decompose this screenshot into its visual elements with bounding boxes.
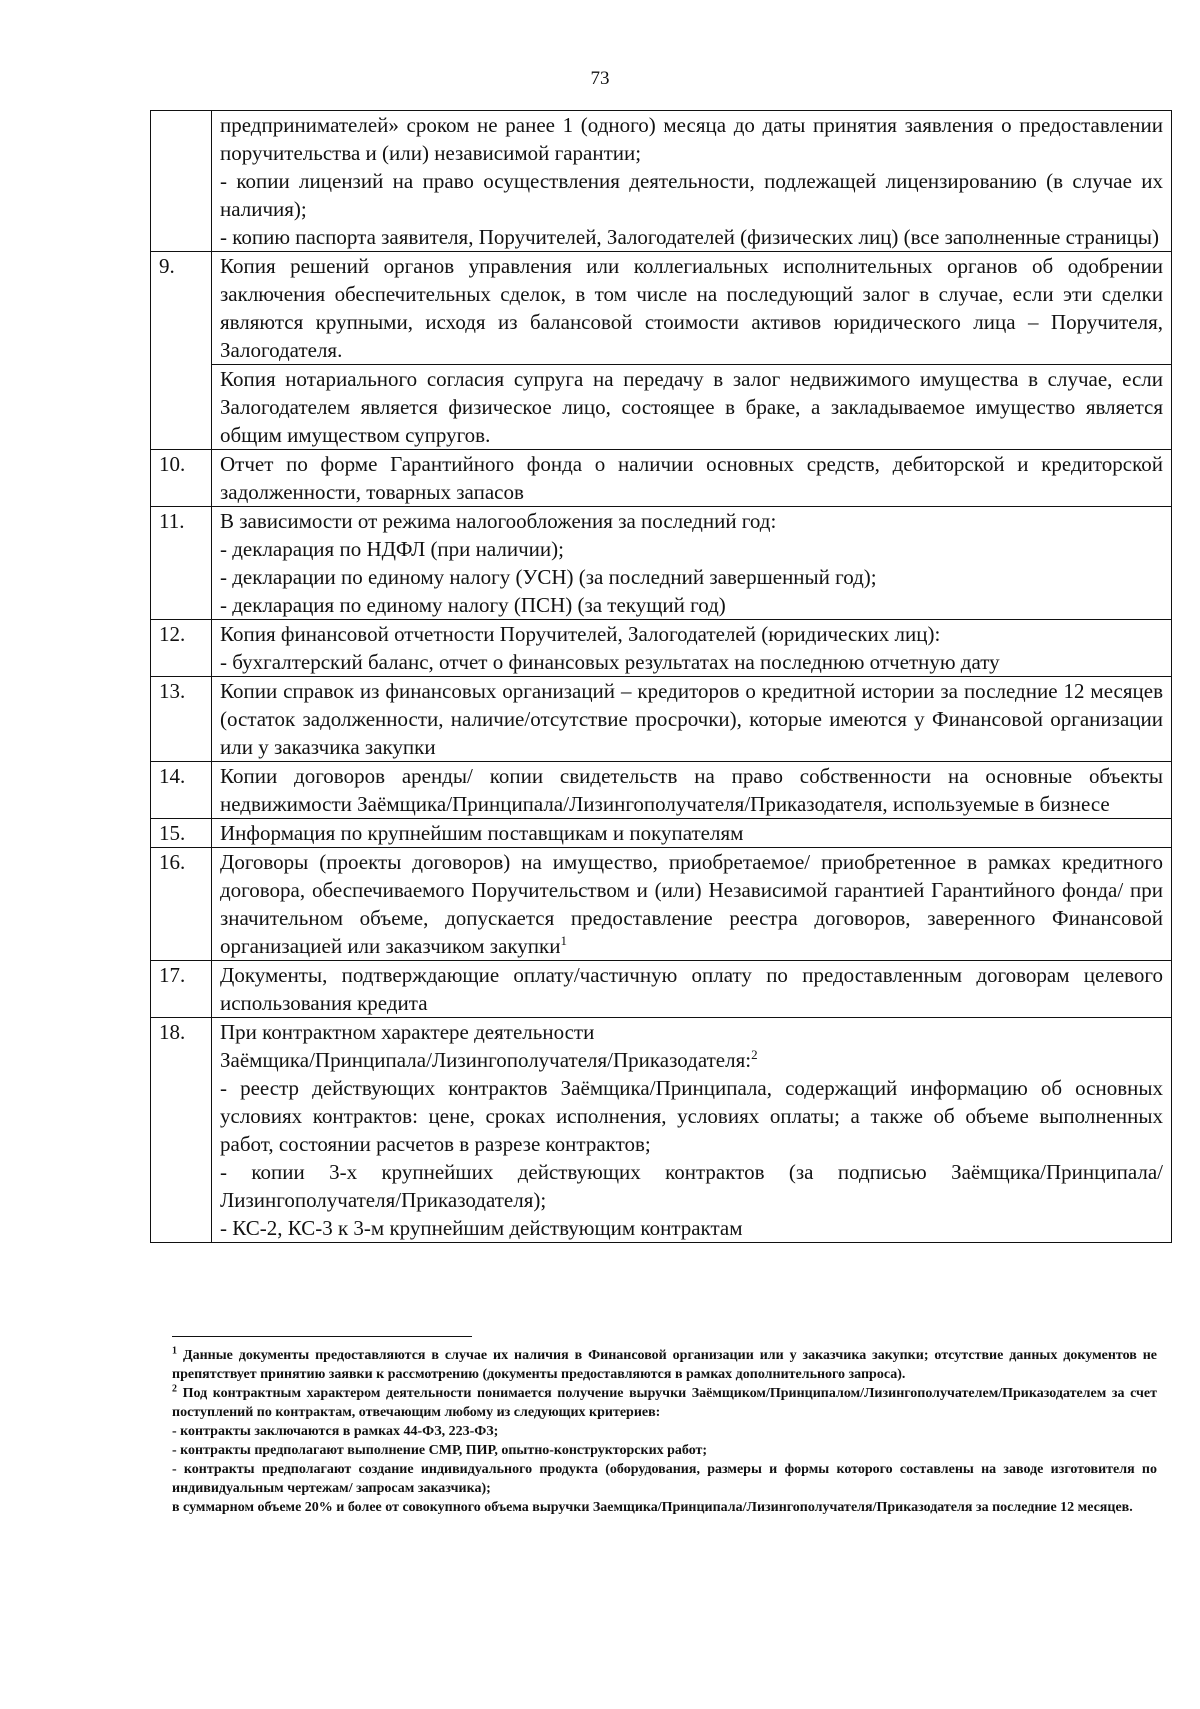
footnote-2-item: - контракты предполагают создание индивидуального продукта (оборудования, размеры и формы которого составлены на заводе изготовителя по индивидуальным чертежам/ запросам заказчика); — [172, 1462, 1157, 1496]
table-row — [151, 111, 1172, 252]
row-9a-text: Копия решений органов управления или коллегиальных исполнительных органов об одобрении заключения обеспечительных сделок, в том числе на последующий залог в случае, если эти сделки являются крупными, исходя из балансовой стоимости активов юридического лица – Поручителя, Залогодателя. — [212, 252, 1172, 365]
footnote-2-item: - контракты предполагают выполнение СМР, ПИР, опытно-конструкторских работ; — [172, 1443, 708, 1458]
row-18-first-line — [220, 1018, 1163, 1046]
cont-line-2: - копии лицензий на право осуществления деятельности, подлежащей лицензированию (в случае их наличия); — [220, 169, 1163, 221]
table-row — [151, 507, 1172, 620]
row-13-text: Копии справок из финансовых организаций – кредиторов о кредитной истории за последние 12 месяцев (остаток задолженности, наличие/отсутствие просрочки), которые имеются у Финансовой организации или у заказчика закупки — [212, 677, 1172, 762]
cont-line-3: - копию паспорта заявителя, Поручителей, Залогодателей (физических лиц) (все заполненные страницы) — [220, 225, 1159, 249]
footnote-2-text: Под контрактным характером деятельности понимается получение выручки Заёмщиком/Принципалом/Лизингополучателем/Приказодателем за счет поступлений по контрактам, отвечающим любому из следующих критериев: — [172, 1386, 1157, 1420]
footnotes — [172, 1346, 1157, 1517]
row-17-text: Документы, подтверждающие оплату/частичную оплату по предоставленным договорам целевого использования кредита — [212, 961, 1172, 1018]
row-16-content — [212, 848, 1172, 961]
row-number: 18. — [151, 1018, 212, 1243]
cont-line-1: предпринимателей» сроком не ранее 1 (одного) месяца до даты принятия заявления о предоставлении поручительства и (или) независимой гарантии; — [220, 113, 1163, 165]
documents-table — [150, 110, 1172, 1243]
row-11-line-2: - декларация по НДФЛ (при наличии); — [220, 537, 564, 561]
table-row — [151, 677, 1172, 762]
row-14-text: Копии договоров аренды/ копии свидетельств на право собственности на основные объекты недвижимости Заёмщика/Принципала/Лизингополучателя/Приказодателя, используемые в бизнесе — [212, 762, 1172, 819]
row-number: 11. — [151, 507, 212, 620]
table-row — [151, 252, 1172, 365]
table-row — [151, 848, 1172, 961]
row-11-line-3: - декларации по единому налогу (УСН) (за последний завершенный год); — [220, 565, 877, 589]
row-16-text: Договоры (проекты договоров) на имущество, приобретаемое/ приобретенное в рамках кредитного договора, обеспечиваемого Поручительством и (или) Независимой гарантией Гарантийного фонда/ при значительном объеме, допускается предоставление реестра договоров, заверенного Финансовой организацией или заказчиком закупки — [220, 850, 1163, 958]
row-18-word: контрактном — [262, 1020, 377, 1044]
footnote-1-mark: 1 — [172, 1345, 177, 1357]
footnote-1-text: Данные документы предоставляются в случае их наличия в Финансовой организации или у заказчика закупки; отсутствие данных документов не препятствует принятию заявки к рассмотрению (документы предоставляются в рамках дополнительного запроса). — [172, 1348, 1157, 1382]
row-number: 9. — [151, 252, 212, 450]
footnote-2-item: в суммарном объеме 20% и более от совокупного объема выручки Заемщика/Принципала/Лизингополучателя/Приказодателя за последние 12 месяцев. — [172, 1500, 1133, 1515]
row-11-content — [212, 507, 1172, 620]
row-12-line-2: - бухгалтерский баланс, отчет о финансовых результатах на последнюю отчетную дату — [220, 650, 1000, 674]
row-12-line-1: Копия финансовой отчетности Поручителей, Залогодателей (юридических лиц): — [220, 622, 941, 646]
row-18-word: При — [220, 1020, 257, 1044]
table-row — [151, 762, 1172, 819]
row-number-cell — [151, 111, 212, 252]
row-18-word: характере — [381, 1020, 469, 1044]
table-row — [151, 1018, 1172, 1243]
row-number: 17. — [151, 961, 212, 1018]
row-number: 15. — [151, 819, 212, 848]
table-row — [151, 620, 1172, 677]
footnote-2-item: - контракты заключаются в рамках 44-ФЗ, 223-ФЗ; — [172, 1424, 499, 1439]
page-number: 73 — [590, 68, 610, 89]
footnote-1 — [172, 1346, 1157, 1384]
table-row — [151, 450, 1172, 507]
row-number: 14. — [151, 762, 212, 819]
row-12-content — [212, 620, 1172, 677]
row-18-item-1: - реестр действующих контрактов Заёмщика/Принципала, содержащий информацию об основных условиях контрактов: цене, сроках исполнения, условиях оплаты; а также об объеме выполненных работ, состоянии расчетов в разрезе контрактов; — [220, 1076, 1163, 1156]
row-number: 13. — [151, 677, 212, 762]
table-row — [151, 961, 1172, 1018]
row-content-cell — [212, 111, 1172, 252]
footnote-2 — [172, 1384, 1157, 1422]
row-18-item-3: - КС-2, КС-3 к 3-м крупнейшим действующим контрактам — [220, 1216, 743, 1240]
row-18-subjects: Заёмщика/Принципала/Лизингополучателя/Приказодателя: — [220, 1048, 752, 1072]
row-11-line-1: В зависимости от режима налогообложения за последний год: — [220, 509, 777, 533]
footnote-ref-2: 2 — [751, 1047, 758, 1062]
footnote-2-mark: 2 — [172, 1383, 177, 1395]
table-row — [151, 819, 1172, 848]
row-10-text: Отчет по форме Гарантийного фонда о наличии основных средств, дебиторской и кредиторской задолженности, товарных запасов — [212, 450, 1172, 507]
row-number: 10. — [151, 450, 212, 507]
row-number: 16. — [151, 848, 212, 961]
row-18-second-line — [220, 1046, 1163, 1074]
table-row — [151, 365, 1172, 450]
row-number: 12. — [151, 620, 212, 677]
row-9b-text: Копия нотариального согласия супруга на передачу в залог недвижимого имущества в случае, если Залогодателем является физическое лицо, состоящее в браке, а закладываемое имущество является общим имуществом супругов. — [212, 365, 1172, 450]
footnote-divider — [172, 1336, 472, 1337]
row-18-item-2: - копии 3-х крупнейших действующих контрактов (за подписью Заёмщика/Принципала/Лизингополучателя/Приказодателя); — [220, 1160, 1163, 1212]
row-11-line-4: - декларация по единому налогу (ПСН) (за текущий год) — [220, 593, 726, 617]
row-18-word: деятельности — [474, 1020, 595, 1044]
footnote-ref-1: 1 — [560, 933, 567, 948]
row-15-text: Информация по крупнейшим поставщикам и покупателям — [212, 819, 1172, 848]
row-18-content — [212, 1018, 1172, 1243]
